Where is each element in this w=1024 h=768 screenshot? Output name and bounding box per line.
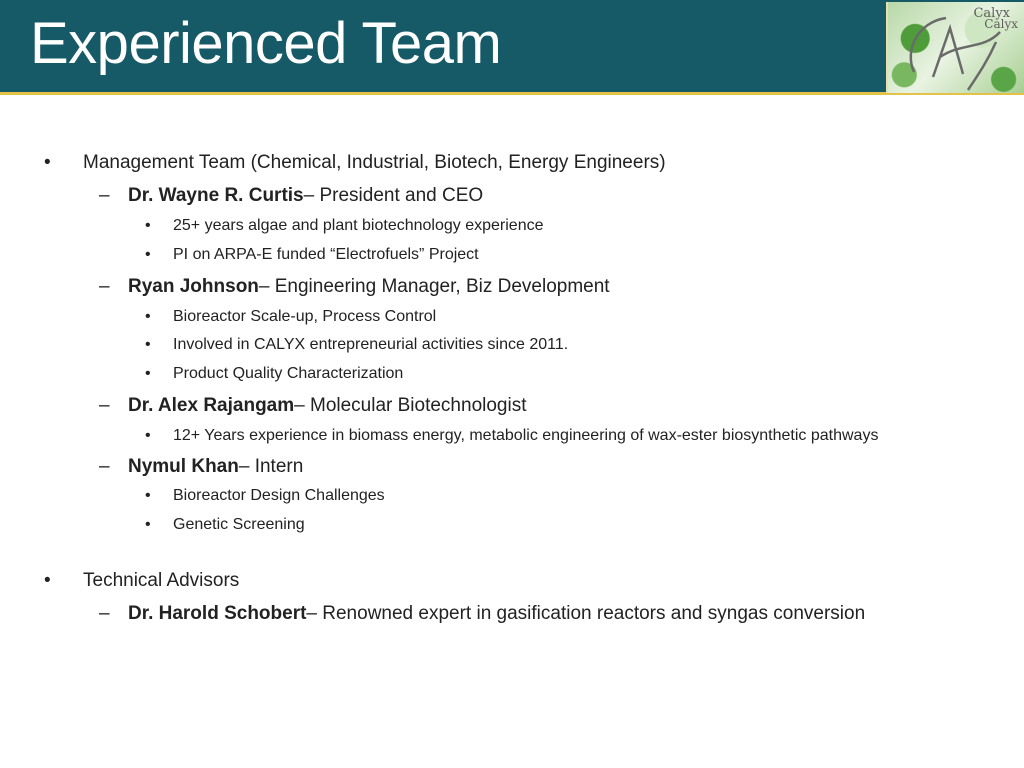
member-name: Dr. Alex Rajangam [128, 395, 295, 416]
bullet-marker: • [44, 152, 51, 173]
point-text: Product Quality Characterization [173, 365, 404, 382]
sub-bullet-marker: • [145, 246, 151, 263]
sub-bullet-marker: • [145, 308, 151, 325]
bullet-marker: • [44, 570, 51, 591]
member-name: Dr. Harold Schobert [128, 603, 307, 624]
point-text: 12+ Years experience in biomass energy, metabolic engineering of wax-ester biosynthetic pathways [173, 427, 879, 444]
member-role: – Intern [238, 456, 304, 477]
member-role: – Renowned expert in gasification reactors and syngas conversion [306, 603, 866, 624]
member-name: Ryan Johnson [128, 276, 259, 297]
logo-text: Calyx [984, 17, 1018, 31]
dash-marker: – [99, 276, 110, 297]
sub-bullet-marker: • [145, 516, 151, 533]
member-name: Nymul Khan [128, 456, 239, 477]
sub-bullet-marker: • [145, 217, 151, 234]
member-role: – Molecular Biotechnologist [294, 395, 527, 416]
member-role: – President and CEO [303, 185, 484, 206]
sub-bullet-marker: • [145, 365, 151, 382]
sub-bullet-marker: • [145, 427, 151, 444]
point-text: Genetic Screening [173, 516, 305, 533]
point-text: PI on ARPA-E funded “Electrofuels” Project [173, 246, 479, 263]
point-text: Bioreactor Design Challenges [173, 487, 385, 504]
member-name: Dr. Wayne R. Curtis [128, 185, 304, 206]
point-text: 25+ years algae and plant biotechnology experience [173, 217, 544, 234]
slide-title: Experienced Team [30, 11, 502, 76]
bullet-text: Technical Advisors [83, 570, 240, 591]
point-text: Bioreactor Scale-up, Process Control [173, 308, 437, 325]
logo-text: Calyx [973, 6, 1010, 21]
dash-marker: – [99, 395, 110, 416]
dash-marker: – [99, 603, 110, 624]
sub-bullet-marker: • [145, 487, 151, 504]
point-text: Involved in CALYX entrepreneurial activities since 2011. [173, 336, 569, 353]
member-role: – Engineering Manager, Biz Development [258, 276, 610, 297]
bullet-text: Management Team (Chemical, Industrial, Biotech, Energy Engineers) [83, 152, 666, 173]
dash-marker: – [99, 456, 110, 477]
sub-bullet-marker: • [145, 336, 151, 353]
dash-marker: – [99, 185, 110, 206]
